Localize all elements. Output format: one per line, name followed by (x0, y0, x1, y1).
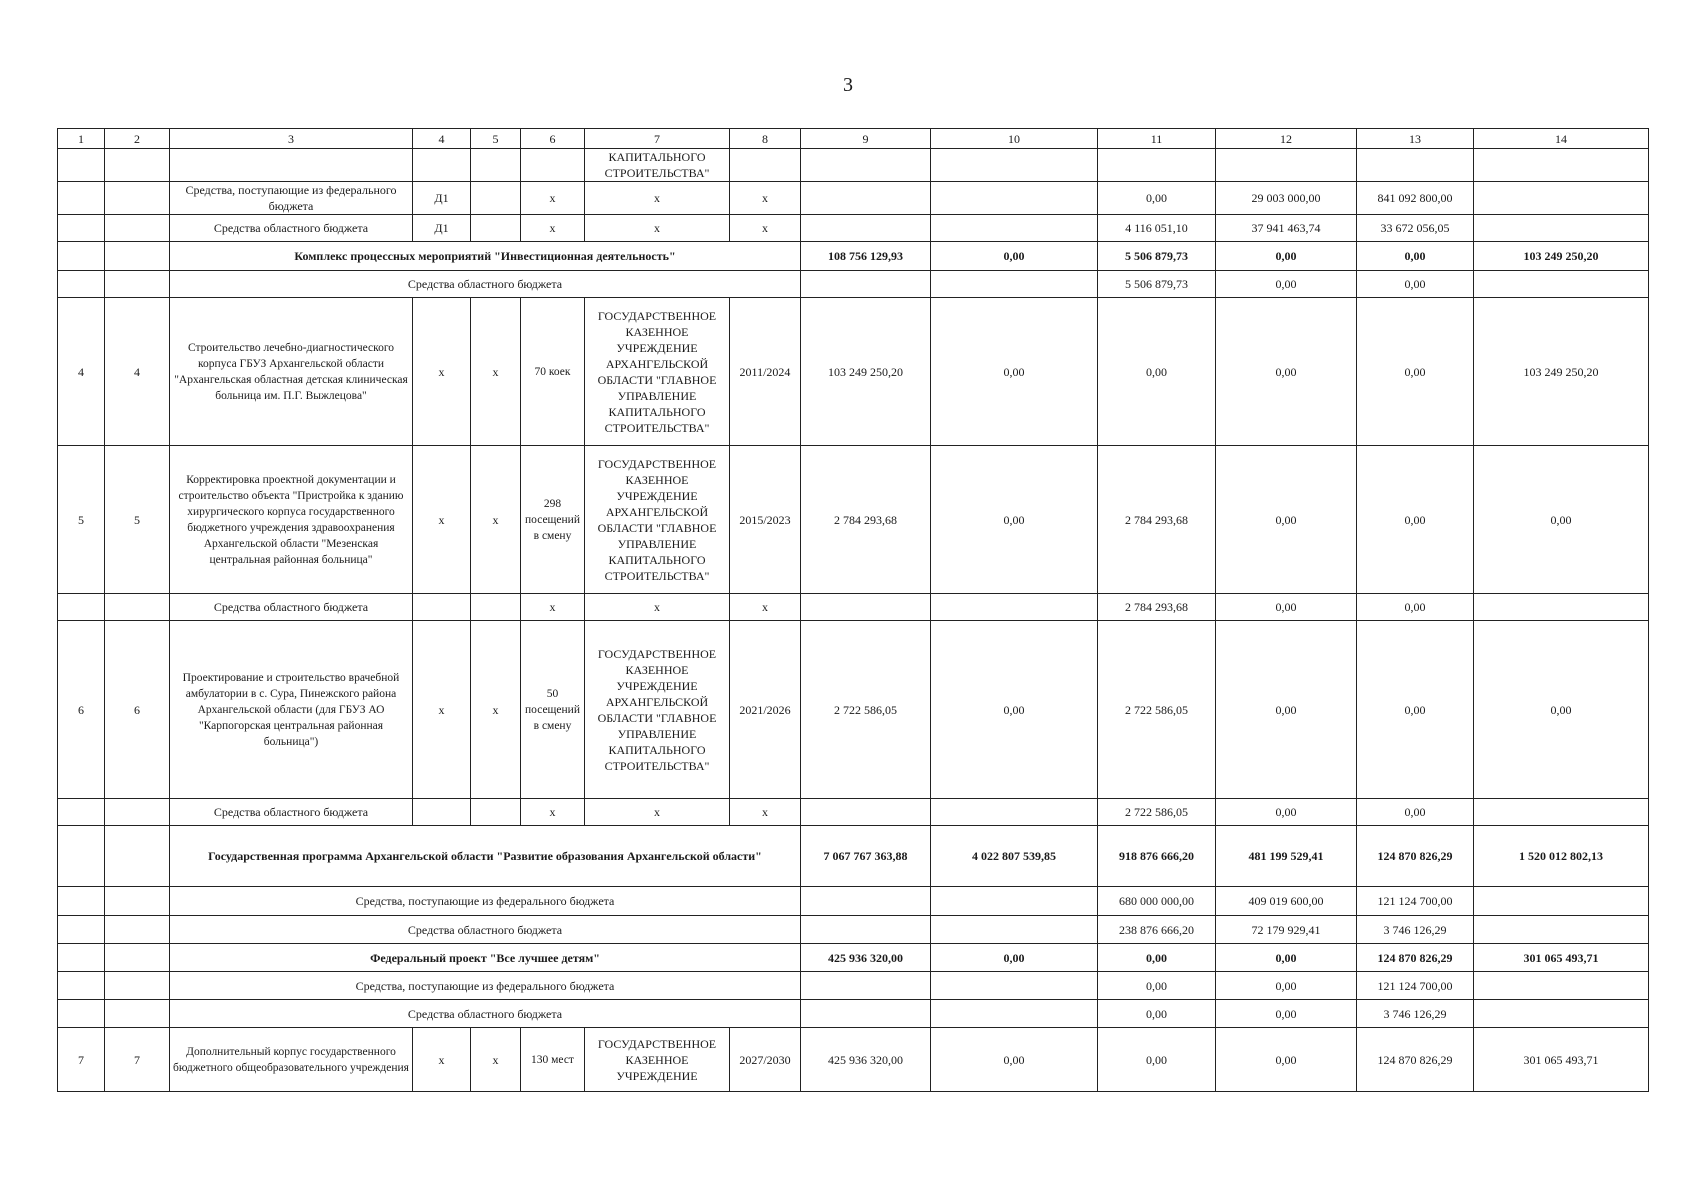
capacity-cell: 298 посещений в смену (521, 446, 585, 594)
value-cell: 37 941 463,74 (1216, 215, 1357, 242)
value-cell: 0,00 (1357, 799, 1474, 826)
value-cell: 5 506 879,73 (1098, 271, 1216, 298)
period-cell: 2015/2023 (730, 446, 801, 594)
table-header-row (58, 129, 1649, 149)
object-description: Проектирование и строительство врачебной амбулатории в с. Сура, Пинежского района Архангельской области (для ГБУЗ АО "Карпогорская центральная районная больница") (170, 621, 413, 799)
section-title: Комплекс процессных мероприятий "Инвестиционная деятельность" (170, 242, 801, 271)
section-title: Государственная программа Архангельской области "Развитие образования Архангельской области" (170, 826, 801, 887)
funding-source-label: Средства областного бюджета (170, 215, 413, 242)
capacity-cell: 130 мест (521, 1028, 585, 1092)
x-mark: х (730, 799, 801, 826)
value-cell: 0,00 (1216, 298, 1357, 446)
object-row (58, 621, 1649, 799)
value-cell: 1 520 012 802,13 (1474, 826, 1649, 887)
value-cell: 841 092 800,00 (1357, 182, 1474, 215)
value-cell: 0,00 (1216, 799, 1357, 826)
value-cell: 680 000 000,00 (1098, 887, 1216, 916)
x-mark: х (413, 298, 471, 446)
value-cell: 124 870 826,29 (1357, 1028, 1474, 1092)
executor-cell: ГОСУДАРСТВЕННОЕ КАЗЕННОЕ УЧРЕЖДЕНИЕ АРХАНГЕЛЬСКОЙ ОБЛАСТИ "ГЛАВНОЕ УПРАВЛЕНИЕ КАПИТАЛЬНОГО СТРОИТЕЛЬСТВА" (585, 446, 730, 594)
col-header: 8 (730, 129, 801, 149)
value-cell: 0,00 (931, 446, 1098, 594)
value-cell: 0,00 (1216, 1028, 1357, 1092)
value-cell: 29 003 000,00 (1216, 182, 1357, 215)
col-header: 7 (585, 129, 730, 149)
table-row (58, 887, 1649, 916)
value-cell: 0,00 (1357, 298, 1474, 446)
summary-row (58, 826, 1649, 887)
col-header: 12 (1216, 129, 1357, 149)
col-header: 6 (521, 129, 585, 149)
value-cell: 425 936 320,00 (801, 944, 931, 972)
value-cell: 0,00 (1357, 271, 1474, 298)
executor-cell: ГОСУДАРСТВЕННОЕ КАЗЕННОЕ УЧРЕЖДЕНИЕ (585, 1028, 730, 1092)
value-cell: 0,00 (1216, 446, 1357, 594)
summary-row (58, 242, 1649, 271)
value-cell: 2 722 586,05 (1098, 621, 1216, 799)
value-cell: 4 116 051,10 (1098, 215, 1216, 242)
code-cell: Д1 (413, 215, 471, 242)
col-header: 5 (471, 129, 521, 149)
value-cell: 0,00 (1216, 594, 1357, 621)
value-cell: 3 746 126,29 (1357, 1000, 1474, 1028)
value-cell: 0,00 (1098, 972, 1216, 1000)
col-header: 4 (413, 129, 471, 149)
value-cell: 124 870 826,29 (1357, 944, 1474, 972)
table-row (58, 182, 1649, 215)
value-cell: 2 722 586,05 (1098, 799, 1216, 826)
value-cell: 0,00 (1098, 1000, 1216, 1028)
value-cell: 4 022 807 539,85 (931, 826, 1098, 887)
value-cell: 0,00 (1357, 242, 1474, 271)
value-cell: 3 746 126,29 (1357, 916, 1474, 944)
col-header: 11 (1098, 129, 1216, 149)
table-row (58, 1000, 1649, 1028)
value-cell: 238 876 666,20 (1098, 916, 1216, 944)
col-header: 14 (1474, 129, 1649, 149)
value-cell: 0,00 (1357, 446, 1474, 594)
capacity-cell: 70 коек (521, 298, 585, 446)
value-cell: 121 124 700,00 (1357, 887, 1474, 916)
section-title: Федеральный проект "Все лучшее детям" (170, 944, 801, 972)
x-mark: х (471, 446, 521, 594)
value-cell: 0,00 (1357, 621, 1474, 799)
budget-table (57, 128, 1649, 1092)
funding-source-label: Средства, поступающие из федерального бюджета (170, 972, 801, 1000)
x-mark: х (413, 621, 471, 799)
funding-source-label: Средства, поступающие из федерального бюджета (170, 887, 801, 916)
table-row (58, 149, 1649, 182)
value-cell: 0,00 (1474, 446, 1649, 594)
value-cell: 0,00 (1216, 1000, 1357, 1028)
x-mark: х (585, 182, 730, 215)
object-row (58, 298, 1649, 446)
value-cell: 0,00 (1216, 271, 1357, 298)
x-mark: х (521, 799, 585, 826)
value-cell: 0,00 (931, 944, 1098, 972)
x-mark: х (413, 446, 471, 594)
object-row (58, 1028, 1649, 1092)
col-header: 3 (170, 129, 413, 149)
table-row (58, 271, 1649, 298)
value-cell: 7 067 767 363,88 (801, 826, 931, 887)
x-mark: х (585, 594, 730, 621)
row-number: 5 (58, 446, 105, 594)
x-mark: х (521, 182, 585, 215)
value-cell: 0,00 (931, 298, 1098, 446)
table-row (58, 594, 1649, 621)
value-cell: 5 506 879,73 (1098, 242, 1216, 271)
x-mark: х (521, 594, 585, 621)
value-cell: 0,00 (1098, 944, 1216, 972)
value-cell: 108 756 129,93 (801, 242, 931, 271)
value-cell: 2 722 586,05 (801, 621, 931, 799)
period-cell: 2011/2024 (730, 298, 801, 446)
x-mark: х (471, 298, 521, 446)
x-mark: х (730, 215, 801, 242)
x-mark: х (471, 621, 521, 799)
executor-cell: ГОСУДАРСТВЕННОЕ КАЗЕННОЕ УЧРЕЖДЕНИЕ АРХАНГЕЛЬСКОЙ ОБЛАСТИ "ГЛАВНОЕ УПРАВЛЕНИЕ КАПИТАЛЬНОГО СТРОИТЕЛЬСТВА" (585, 621, 730, 799)
value-cell: 0,00 (1098, 1028, 1216, 1092)
value-cell: 0,00 (1098, 298, 1216, 446)
object-description: Дополнительный корпус государственного бюджетного общеобразовательного учреждения (170, 1028, 413, 1092)
x-mark: х (585, 215, 730, 242)
row-number: 4 (58, 298, 105, 446)
value-cell: 121 124 700,00 (1357, 972, 1474, 1000)
value-cell: 301 065 493,71 (1474, 1028, 1649, 1092)
value-cell: 103 249 250,20 (1474, 242, 1649, 271)
row-number: 7 (58, 1028, 105, 1092)
value-cell: 2 784 293,68 (801, 446, 931, 594)
code-cell: Д1 (413, 182, 471, 215)
page-number: 3 (843, 74, 853, 96)
x-mark: х (585, 799, 730, 826)
col-header: 2 (105, 129, 170, 149)
funding-source-label: Средства областного бюджета (170, 594, 413, 621)
executor-cell: ГОСУДАРСТВЕННОЕ КАЗЕННОЕ УЧРЕЖДЕНИЕ АРХАНГЕЛЬСКОЙ ОБЛАСТИ "ГЛАВНОЕ УПРАВЛЕНИЕ КАПИТАЛЬНОГО СТРОИТЕЛЬСТВА" (585, 298, 730, 446)
row-number: 4 (105, 298, 170, 446)
period-cell: 2021/2026 (730, 621, 801, 799)
object-row (58, 446, 1649, 594)
col-header: 9 (801, 129, 931, 149)
value-cell: 0,00 (1216, 944, 1357, 972)
value-cell: 124 870 826,29 (1357, 826, 1474, 887)
value-cell: 103 249 250,20 (801, 298, 931, 446)
object-description: Корректировка проектной документации и строительство объекта "Пристройка к зданию хирургического корпуса государственного бюджетного учреждения здравоохранения Архангельской области "Мезенская центральная районная больница" (170, 446, 413, 594)
value-cell: 0,00 (1216, 972, 1357, 1000)
x-mark: х (730, 594, 801, 621)
x-mark: х (521, 215, 585, 242)
row-number: 7 (105, 1028, 170, 1092)
col-header: 10 (931, 129, 1098, 149)
executor-cell: КАПИТАЛЬНОГО СТРОИТЕЛЬСТВА" (585, 149, 730, 182)
value-cell: 2 784 293,68 (1098, 594, 1216, 621)
funding-source-label: Средства, поступающие из федерального бюджета (170, 182, 413, 215)
object-description: Строительство лечебно-диагностического корпуса ГБУЗ Архангельской области "Архангельская областная детская клиническая больница им. П.Г. Выжлецова" (170, 298, 413, 446)
value-cell: 301 065 493,71 (1474, 944, 1649, 972)
value-cell: 918 876 666,20 (1098, 826, 1216, 887)
row-number: 6 (58, 621, 105, 799)
row-number: 6 (105, 621, 170, 799)
x-mark: х (413, 1028, 471, 1092)
x-mark: х (471, 1028, 521, 1092)
funding-source-label: Средства областного бюджета (170, 799, 413, 826)
x-mark: х (730, 182, 801, 215)
value-cell: 0,00 (931, 242, 1098, 271)
table-row (58, 799, 1649, 826)
funding-source-label: Средства областного бюджета (170, 271, 801, 298)
table-row (58, 972, 1649, 1000)
capacity-cell: 50 посещений в смену (521, 621, 585, 799)
table-row (58, 916, 1649, 944)
summary-row (58, 944, 1649, 972)
value-cell: 0,00 (1357, 594, 1474, 621)
value-cell: 0,00 (1216, 621, 1357, 799)
value-cell: 0,00 (931, 1028, 1098, 1092)
funding-source-label: Средства областного бюджета (170, 1000, 801, 1028)
funding-source-label: Средства областного бюджета (170, 916, 801, 944)
value-cell: 0,00 (931, 621, 1098, 799)
value-cell: 33 672 056,05 (1357, 215, 1474, 242)
row-number: 5 (105, 446, 170, 594)
col-header: 13 (1357, 129, 1474, 149)
col-header: 1 (58, 129, 105, 149)
value-cell: 481 199 529,41 (1216, 826, 1357, 887)
value-cell: 0,00 (1474, 621, 1649, 799)
value-cell: 103 249 250,20 (1474, 298, 1649, 446)
value-cell: 2 784 293,68 (1098, 446, 1216, 594)
value-cell: 72 179 929,41 (1216, 916, 1357, 944)
table-row (58, 215, 1649, 242)
value-cell: 0,00 (1216, 242, 1357, 271)
value-cell: 425 936 320,00 (801, 1028, 931, 1092)
value-cell: 0,00 (1098, 182, 1216, 215)
period-cell: 2027/2030 (730, 1028, 801, 1092)
value-cell: 409 019 600,00 (1216, 887, 1357, 916)
